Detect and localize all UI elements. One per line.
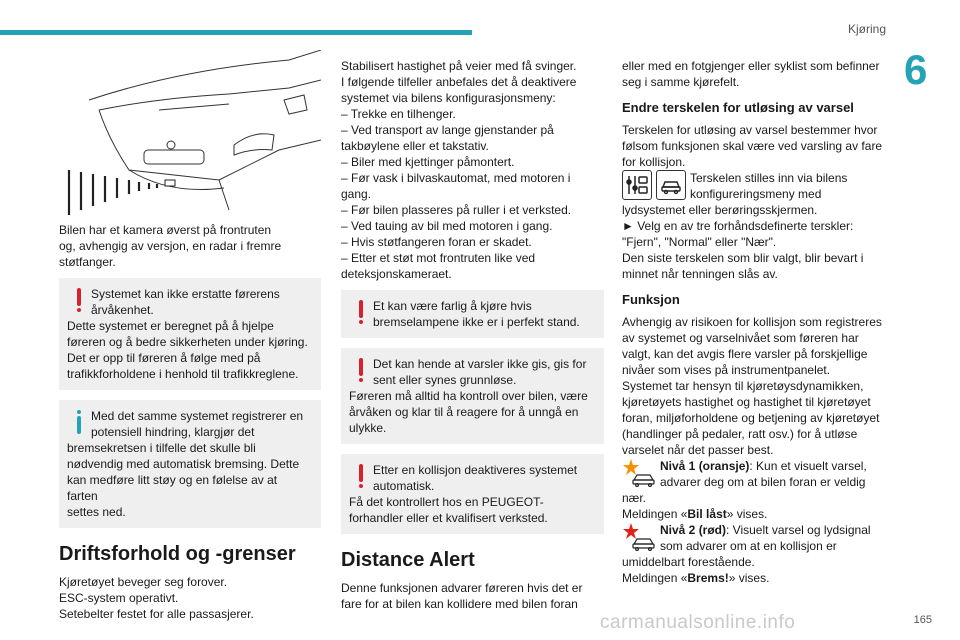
warning-icon (357, 300, 365, 324)
info-icon (75, 410, 83, 434)
warning-note: Et kan være farlig å kjøre hvis bremselampene ikke er i perfekt stand. (341, 290, 604, 338)
distance-alert-intro: Denne funksjonen advarer føreren hvis det er fare for at bilen kan kollidere med bilen foran (341, 581, 583, 611)
subheading-function: Funksjon (622, 292, 680, 307)
warning-icon (357, 464, 365, 488)
section-heading-distance-alert: Distance Alert (341, 549, 475, 571)
collision-warning-red-icon (622, 522, 656, 552)
warning-icon (357, 358, 365, 382)
warning-note: Det kan hende at varsler ikke gis, gis for sent eller synes grunnløse. Føreren må alltid ha kontroll over bilen, være årvåken og klar til å reagere for å unngå en ulykke. (341, 348, 604, 444)
conditions-list: Kjøretøyet beveger seg forover. ESC-system operativt. Setebelter festet for alle passasjerer. (59, 575, 254, 621)
warning-note: Systemet kan ikke erstatte førerens årvåkenhet. Dette systemet er beregnet på å hjelpe føreren og å bedre sikkerheten under kjøring. Det er opp til føreren å følge med på trafikkforholdene i henhold til trafikkreglene. (59, 278, 321, 390)
warning-icon (75, 288, 83, 312)
info-note: Med det samme systemet registrerer en potensiell hindring, klargjør det bremsekretsen i tilfelle det skulle bli nødvendig med automatisk bremsing. Dette kan medføre litt støy og en følelse av at farten settes ned. (59, 400, 321, 528)
config-menu-row (622, 170, 886, 202)
config-menu-text: Terskelen stilles inn via bilens konfigureringsmeny med (690, 171, 848, 201)
header-accent-bar (0, 30, 472, 35)
column-3 (622, 58, 886, 586)
subheading-threshold: Endre terskelen for utløsing av varsel (622, 100, 854, 115)
column-1 (59, 58, 321, 622)
level-2-text: umiddelbart forestående. Meldingen «Brems!» vises. (622, 555, 770, 585)
level-2-label: Nivå 2 (rød) (660, 523, 727, 537)
intro-continued: eller med en fotgjenger eller syklist som befinner seg i samme kjørefelt. (622, 59, 880, 89)
level-1-row: Nivå 1 (oransje): Kun et visuelt varsel, advarer deg om at bilen foran er veldig (622, 458, 886, 490)
car-front-camera-illustration (59, 50, 321, 218)
threshold-text-2: lydsystemet eller berøringsskjermen. ► Velg en av tre forhåndsdefinerte terskler: "Fjern", "Normal" eller "Nær". Den siste terskelen som blir valgt, blir bevart i minnet når tenningen slås av. (622, 203, 864, 281)
level-1-label: Nivå 1 (oransje) (660, 459, 750, 473)
collision-warning-orange-icon (622, 458, 656, 488)
caption: Bilen har et kamera øverst på frontruten og, avhengig av versjon, en radar i fremre støtfanger. (59, 223, 282, 269)
deactivation-list: Stabilisert hastighet på veier med få svinger. I følgende tilfeller anbefales det å deaktivere systemet via bilens konfigurasjonsmeny: – Trekke en tilhenger. – Ved transport av lange gjenstander på takbøylene eller et takstativ. – Biler med kjettinger påmontert. – Før vask i bilvaskautomat, med motoren i gang. – Før bilen plasseres på ruller i et verksted. – Ved tauing av bil med motoren i gang. – Hvis støtfangeren foran er skadet. – Etter et støt mot frontruten like ved deteksjonskameraet. (341, 59, 577, 281)
section-title: Kjøring (847, 22, 886, 36)
watermark: carmanualsonline.info (600, 612, 796, 633)
section-heading-conditions: Driftsforhold og -grenser (59, 543, 296, 565)
chapter-number: 6 (904, 46, 928, 93)
car-settings-icon (656, 170, 686, 200)
warning-note: Etter en kollisjon deaktiveres systemet automatisk. Få det kontrollert hos en PEUGEOT- forhandler eller et kvalifisert verksted. (341, 454, 604, 534)
level-2-row: Nivå 2 (rød): Visuelt varsel og lydsignal som advarer om at en kollisjon er (622, 522, 886, 554)
level-1-text: nær. Meldingen «Bil låst» vises. (622, 491, 768, 521)
page-number: 165 (913, 614, 932, 626)
column-2 (341, 58, 604, 612)
function-text: Avhengig av risikoen for kollisjon som registreres av systemet og varselnivået som føreren har valgt, kan det avgis flere varsler på forskjellige nivåer som vises på instrumentpanelet. Systemet tar hensyn til kjøretøysdynamikken, kjøretøyets hastighet og hastighet til kjøretøyet foran, miljøforholdene og betjening av kjøretøyet (handlinger på pedaler, ratt osv.) for å utløse varselet når det passer best. (622, 315, 882, 457)
settings-menu-icon (622, 170, 652, 200)
threshold-text: Terskelen for utløsing av varsel bestemmer hvor følsom funksjonen skal være ved varsling av fare for kollisjon. (622, 123, 883, 169)
